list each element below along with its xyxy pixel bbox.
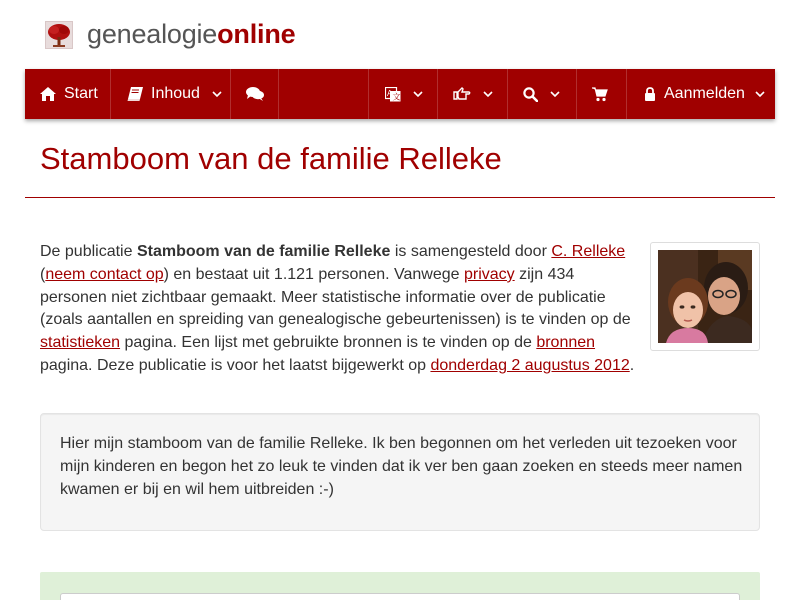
nav-start-label: Start (64, 85, 98, 102)
nav-actions[interactable] (438, 69, 508, 119)
description-text: Hier mijn stamboom van de familie Relleke. Ik ben begonnen om het verleden uit tezoeken voor mijn kinderen en begon het zo leuk te vinden dat ik ver ben gaan zoeken en steeds meer namen kwamen er bij en wil hem uitbreiden :-) (60, 435, 743, 498)
home-icon (40, 87, 56, 101)
intro-text: ( (40, 265, 46, 283)
translate-icon (385, 87, 401, 102)
book-icon (127, 87, 143, 101)
chevron-down-icon (483, 91, 493, 98)
chevron-down-icon (550, 91, 560, 98)
nav-start[interactable] (25, 69, 111, 119)
logo-text-genealogie: genealogie (87, 19, 218, 49)
nav-forum[interactable] (231, 69, 279, 119)
statistics-link[interactable]: statistieken (40, 334, 121, 352)
hand-point-icon (453, 87, 471, 101)
chevron-down-icon (755, 91, 765, 98)
chevron-down-icon (212, 91, 222, 98)
nav-search[interactable] (508, 69, 577, 119)
publication-name: Stamboom van de familie Relleke (136, 243, 391, 260)
sources-link[interactable]: bronnen (536, 334, 596, 352)
nav-language[interactable] (368, 69, 438, 119)
intro-text: . (629, 356, 635, 374)
logo-text-online: online (217, 19, 296, 49)
nav-contents[interactable] (111, 69, 231, 119)
privacy-link[interactable]: privacy (463, 265, 515, 283)
main-navbar (25, 69, 775, 119)
cart-icon (592, 87, 608, 102)
intro-text: is samengesteld door (390, 243, 552, 260)
intro-text: pagina. Deze publicatie is voor het laatst bijgewerkt op (40, 356, 431, 374)
page-title: Stamboom van de familie Relleke (40, 141, 502, 176)
logo-text[interactable] (87, 18, 295, 50)
nav-contents-label: Inhoud (151, 85, 200, 102)
nav-login[interactable] (627, 69, 775, 119)
site-header (0, 0, 800, 69)
publication-description (40, 413, 760, 531)
intro-text: ) en bestaat uit 1.121 personen. Vanwege (163, 265, 464, 283)
svg-text:A: A (387, 88, 393, 98)
author-photo (658, 250, 752, 343)
nav-login-label: Aanmelden (664, 85, 745, 102)
intro-text: De publicatie (40, 243, 137, 260)
chevron-down-icon (413, 91, 423, 98)
title-divider (25, 197, 775, 198)
tree-icon (45, 21, 73, 49)
comments-icon (246, 87, 264, 101)
lock-icon (644, 87, 656, 101)
intro-text: zijn 434 personen niet zichtbaar gemaakt. Meer statistische informatie over de publicatie (zoals aantallen en spreiding van genealogische gebeurtenissen) is te vinden op de (40, 265, 631, 329)
nav-shop[interactable] (577, 69, 627, 119)
author-link[interactable]: C. Relleke (551, 243, 626, 260)
author-photo-frame (650, 242, 760, 351)
success-panel (40, 572, 760, 600)
svg-text:文: 文 (392, 92, 401, 101)
search-icon (523, 87, 538, 102)
last-updated-link[interactable]: donderdag 2 augustus 2012 (430, 356, 630, 374)
panel-inner-box (60, 593, 740, 600)
intro-text: pagina. Een lijst met gebruikte bronnen is te vinden op de (120, 334, 537, 352)
publication-intro (40, 241, 640, 378)
contact-link[interactable]: neem contact op (45, 265, 164, 283)
